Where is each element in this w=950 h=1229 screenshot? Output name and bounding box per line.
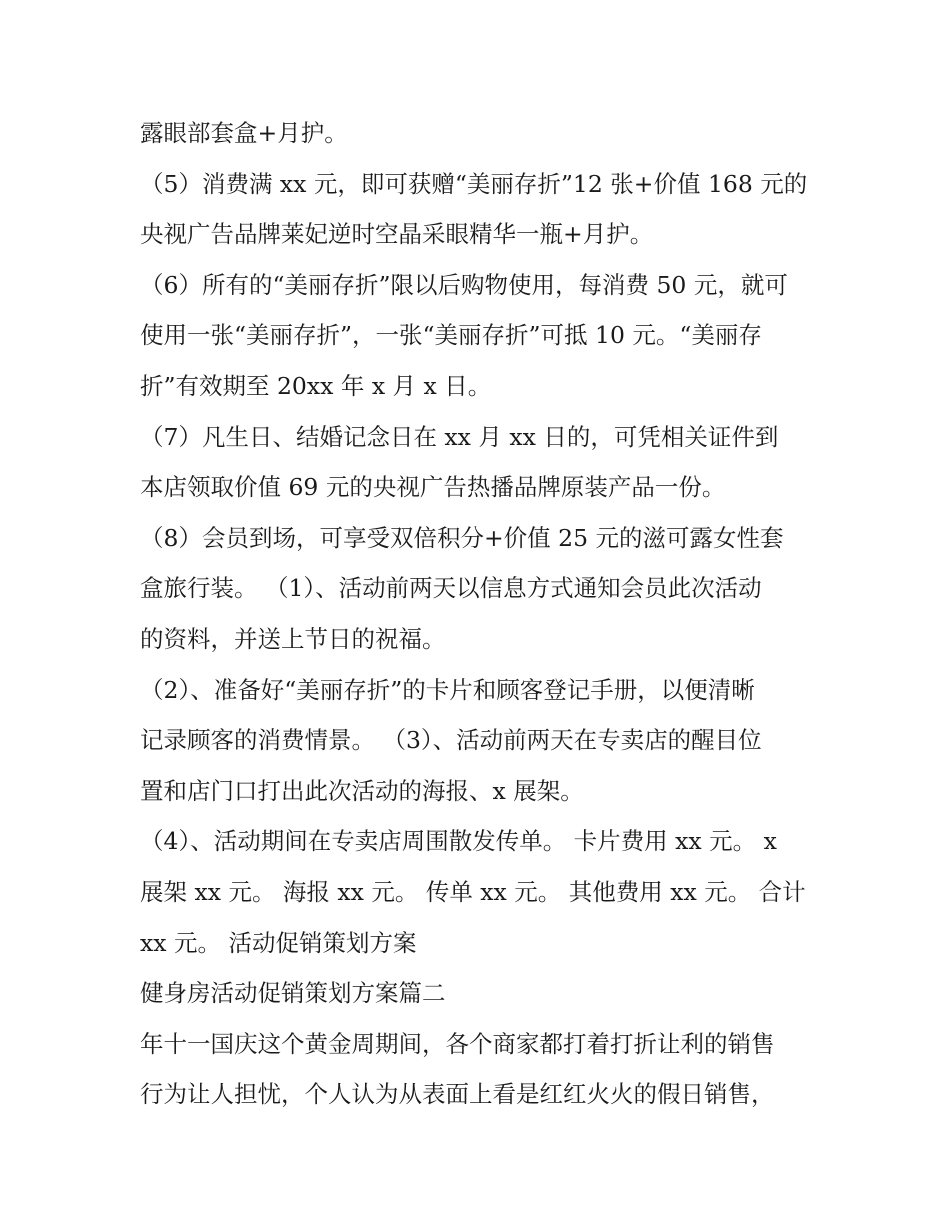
text-line: 置和店门口打出此次活动的海报、x 展架。 <box>140 776 584 805</box>
text-line: 的资料，并送上节日的祝福。 <box>140 624 446 653</box>
text-line: 本店领取价值 69 元的央视广告热播品牌原装产品一份。 <box>140 473 726 502</box>
text-line: 展架 xx 元。 海报 xx 元。 传单 xx 元。 其他费用 xx 元。 合计 <box>140 877 806 906</box>
text-line: （5）消费满 xx 元，即可获赠“美丽存折”12 张+价值 168 元的 <box>140 169 808 198</box>
text-line: （7）凡生日、结婚记念日在 xx 月 xx 日的，可凭相关证件到 <box>140 422 779 451</box>
text-line: 央视广告品牌莱妃逆时空晶采眼精华一瓶+月护。 <box>140 220 654 249</box>
text-line: （6）所有的“美丽存折”限以后购物使用，每消费 50 元，就可 <box>140 270 788 299</box>
text-line: 使用一张“美丽存折”，一张“美丽存折”可抵 10 元。“美丽存 <box>140 321 762 350</box>
text-line: 盒旅行装。 （1）、活动前两天以信息方式通知会员此次活动 <box>140 574 762 603</box>
section-heading: 健身房活动促销策划方案篇二 <box>140 979 446 1008</box>
document-body <box>140 108 830 1120</box>
text-line: 露眼部套盒+月护。 <box>140 119 348 147</box>
text-line: 记录顾客的消费情景。 （3）、活动前两天在专卖店的醒目位 <box>140 726 762 755</box>
text-line: 折”有效期至 20xx 年 x 月 x 日。 <box>140 371 492 400</box>
text-line: 年十一国庆这个黄金周期间，各个商家都打着打折让利的销售 <box>140 1029 775 1058</box>
text-line: （4）、活动期间在专卖店周围散发传单。 卡片费用 xx 元。 x <box>140 827 777 856</box>
text-line: （8）会员到场，可享受双倍积分+价值 25 元的滋可露女性套 <box>140 523 784 552</box>
text-line: xx 元。 活动促销策划方案 <box>140 928 417 957</box>
text-line: （2）、准备好“美丽存折”的卡片和顾客登记手册，以便清晰 <box>140 675 755 704</box>
text-line: 行为让人担忧，个人认为从表面上看是红红火火的假日销售， <box>140 1080 775 1109</box>
